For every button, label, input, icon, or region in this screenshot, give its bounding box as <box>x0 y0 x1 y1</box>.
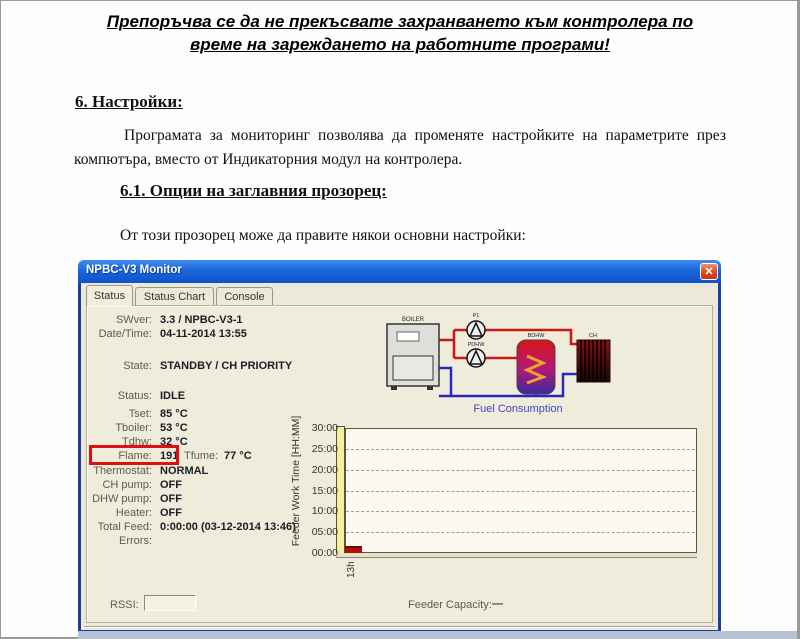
feeder-capacity-label: Feeder Capacity: <box>408 599 492 611</box>
dhw-tank-icon <box>517 333 555 394</box>
app-window <box>78 260 721 632</box>
status-row-value: 04-11-2014 13:55 <box>160 328 247 340</box>
gridline <box>346 511 695 512</box>
status-row-label: Status: <box>117 390 152 402</box>
tab-status-label: Status <box>93 290 126 302</box>
chart-title: Fuel Consumption <box>473 403 563 415</box>
paragraph-1: Програмата за мониторинг позволява да променяте настройките на параметрите през компютъра, вместо от Индикаторния модул на контролера. <box>74 127 726 169</box>
status-row-label: Tset: <box>128 408 152 420</box>
boiler-label: BOILER <box>401 317 425 323</box>
tab-status[interactable] <box>86 285 133 306</box>
status-row-value: STANDBY / CH PRIORITY <box>160 360 293 372</box>
status-row-label: DHW pump: <box>92 493 152 505</box>
hot-pipes <box>439 330 577 358</box>
chart-3d-floor <box>336 553 697 558</box>
status-row-value: OFF <box>160 493 182 505</box>
status-row-label: Total Feed: <box>97 521 152 533</box>
status-row-value: IDLE <box>160 390 186 402</box>
gridline <box>346 532 695 533</box>
status-row-value: 32 °C <box>160 436 188 448</box>
status-row-label: Tdhw: <box>122 436 152 448</box>
status-row-label: Tboiler: <box>115 422 152 434</box>
gridline <box>346 470 695 471</box>
radiator-icon <box>577 333 610 382</box>
status-row-value: 191 <box>160 450 179 462</box>
status-row-label: CH pump: <box>102 479 152 491</box>
gridline <box>346 491 695 492</box>
tank-label: BDHW <box>527 333 545 339</box>
window-border-right <box>718 283 721 632</box>
status-row-value: 85 °C <box>160 408 188 420</box>
radiator-label: CH <box>589 333 597 339</box>
status-row-label: Heater: <box>115 507 152 519</box>
status-row-value: OFF <box>160 479 182 491</box>
y-tick-label: 20:00 <box>311 464 338 476</box>
y-tick-label: 10:00 <box>311 505 338 517</box>
paragraph-2: От този прозорец може да правите някои основни настройки: <box>120 227 526 244</box>
status-row-label: Date/Time: <box>98 328 152 340</box>
window-title: NPBC-V3 Monitor <box>86 264 182 276</box>
tab-console-label: Console <box>224 291 265 303</box>
status-row-value: 0:00:00 (03-12-2014 13:46) <box>160 521 296 533</box>
tab-console[interactable] <box>216 287 273 306</box>
status-row-value: OFF <box>160 507 182 519</box>
x-tick-label: 13h <box>346 561 357 578</box>
y-tick-label: 00:00 <box>311 547 338 559</box>
pump-dhw-icon <box>467 342 485 367</box>
fuel-consumption-bar <box>345 546 362 553</box>
system-diagram <box>381 310 613 402</box>
y-tick-label: 30:00 <box>311 422 338 434</box>
subsection-heading: 6.1. Опции на заглавния прозорец: <box>120 181 387 200</box>
status-row-label: SWver: <box>115 314 152 326</box>
warning-text: Препоръчва се да не прекъсвате захранването към контролера по време на зареждането на работните програми! <box>106 12 694 55</box>
chart-y-axis-label: Feeder Work Time [HH:MM] <box>290 415 302 547</box>
tfume-value: 77 °C <box>224 450 252 462</box>
status-row-value: NORMAL <box>160 465 209 477</box>
rssi-input[interactable] <box>144 595 196 611</box>
boiler-icon <box>387 317 439 390</box>
pump-ch-icon <box>467 313 485 339</box>
pump-ch-label: P1 <box>472 313 480 319</box>
page-border-top <box>0 0 800 1</box>
page-border-left <box>0 0 1 639</box>
flame-highlight-box <box>89 445 179 465</box>
status-row-label: Thermostat: <box>93 465 152 477</box>
pump-dhw-label: PDHW <box>467 342 485 348</box>
status-row-label: Flame: <box>118 450 152 462</box>
bottom-groove <box>84 626 715 628</box>
title-bar[interactable] <box>78 260 721 283</box>
y-tick-label: 05:00 <box>311 526 338 538</box>
y-tick-label: 25:00 <box>311 443 338 455</box>
rssi-label: RSSI: <box>110 599 139 611</box>
status-row-value: 53 °C <box>160 422 188 434</box>
section-heading: 6. Настройки: <box>75 92 183 111</box>
status-row-value: 3.3 / NPBC-V3-1 <box>160 314 243 326</box>
bottom-strip <box>78 631 797 639</box>
y-tick-label: 15:00 <box>311 485 338 497</box>
feeder-capacity-value: — <box>492 598 503 610</box>
close-button[interactable] <box>700 263 718 280</box>
return-pipes <box>439 368 577 396</box>
status-row-label: State: <box>123 360 152 372</box>
close-icon: ✕ <box>704 266 714 278</box>
tab-status-chart-label: Status Chart <box>143 291 206 303</box>
gridline <box>346 449 695 450</box>
tfume-label: Tfume: <box>184 450 219 462</box>
tab-status-chart[interactable] <box>135 287 214 306</box>
status-row-label: Errors: <box>119 535 152 547</box>
